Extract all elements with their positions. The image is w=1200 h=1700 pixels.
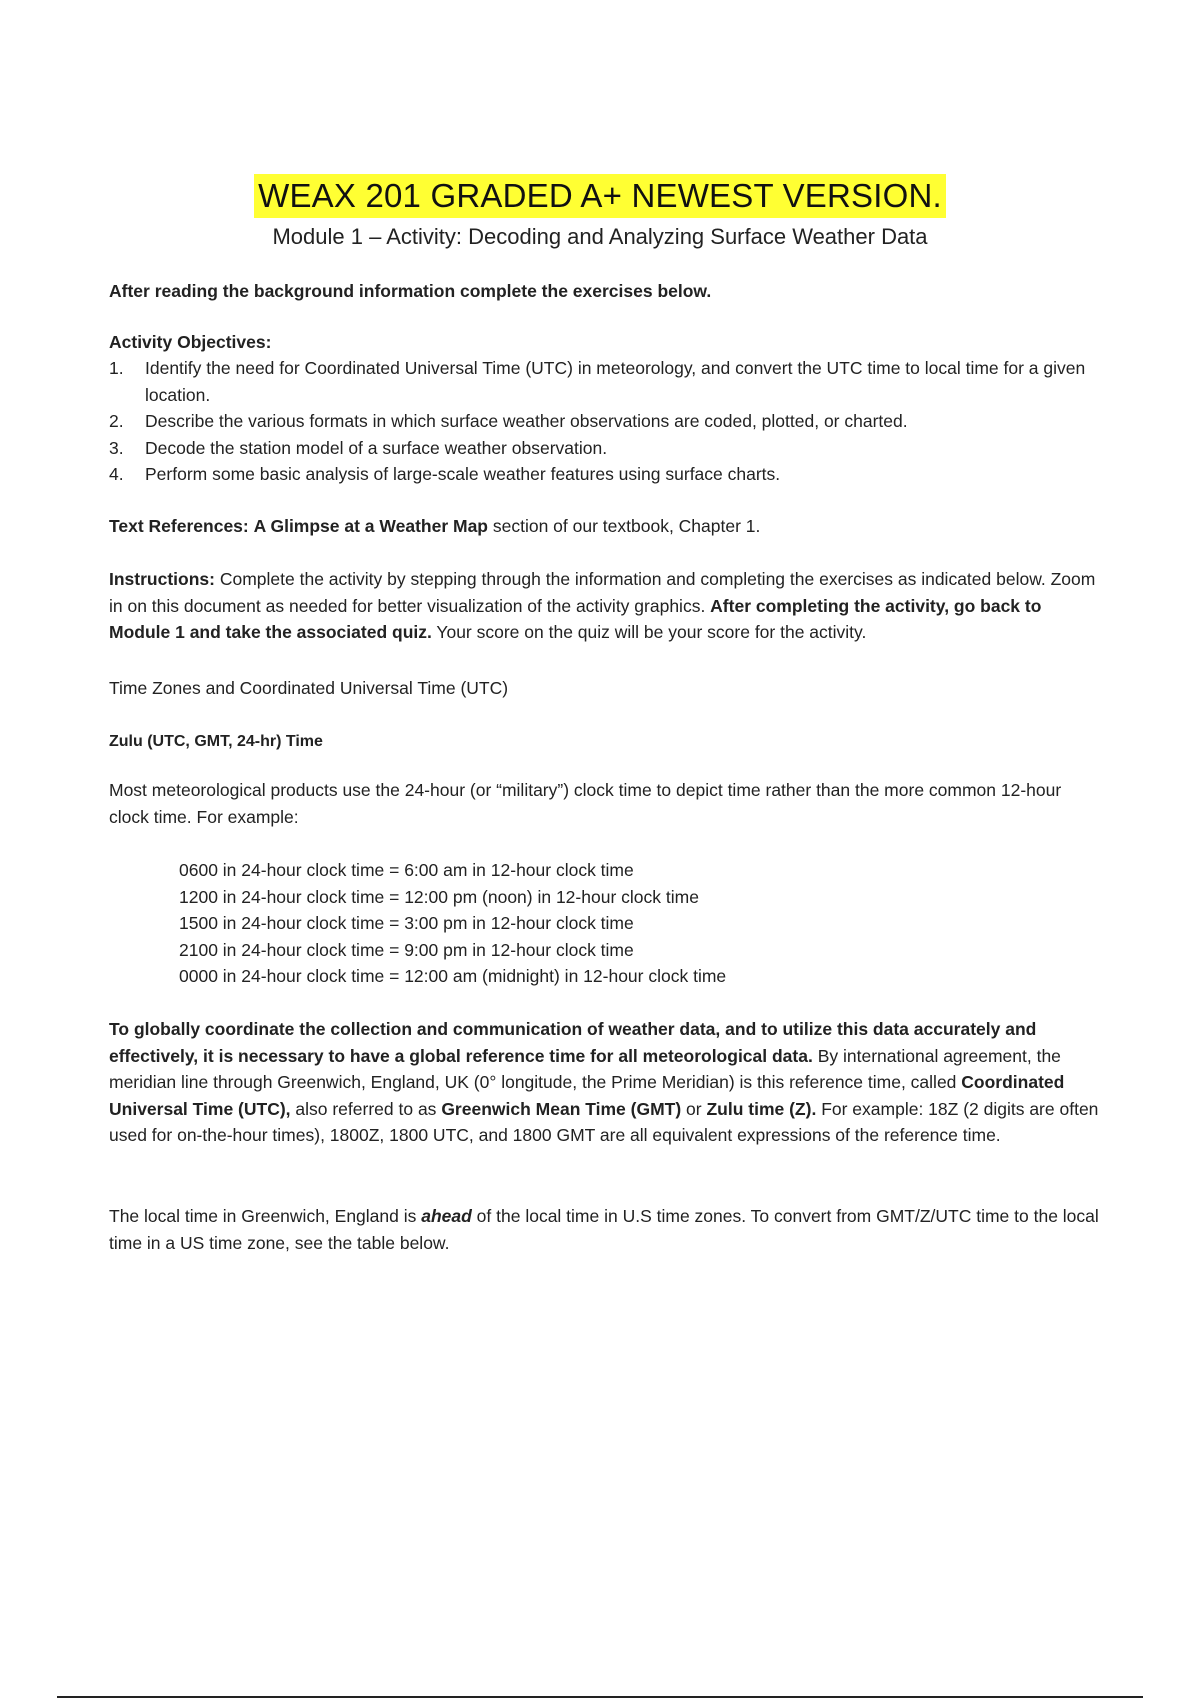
instructions-bold: After completing the activity, go back to Module 1 and take the associated quiz. xyxy=(109,595,1042,642)
list-item xyxy=(109,408,1099,435)
text-references-rest: section of our textbook, Chapter 1. xyxy=(488,516,761,536)
local-time-paragraph xyxy=(109,1203,1099,1256)
objectives-list xyxy=(109,355,1099,488)
military-intro: Most meteorological products use the 24-hour (or “military”) clock time to depict time rather than the more common 12-hour clock time. For example: xyxy=(109,780,1062,827)
intro-text: After reading the background information complete the exercises below. xyxy=(109,281,712,301)
objectives-heading: Activity Objectives: xyxy=(109,332,272,352)
list-item xyxy=(109,435,1099,462)
global-reference-paragraph xyxy=(109,1016,1099,1149)
text-references-label: Text References: xyxy=(109,516,249,536)
local-text-2: of the local time in U.S time zones. To convert from GMT/Z/UTC time to the local time in a US time zone, see the table below. xyxy=(109,1206,1099,1253)
section-zulu-heading: Zulu (UTC, GMT, 24-hr) Time xyxy=(109,733,323,750)
global-text-1: By international agreement, the meridian line through Greenwich, England, UK (0° longitude, the Prime Meridian) is this reference time, called xyxy=(109,1045,1061,1092)
example-line: 2100 in 24-hour clock time = 9:00 pm in 12-hour clock time xyxy=(179,939,634,960)
local-emphasis: ahead xyxy=(421,1206,472,1226)
text-references xyxy=(109,513,1099,540)
list-number: 1. xyxy=(109,358,124,378)
example-line: 1200 in 24-hour clock time = 12:00 pm (noon) in 12-hour clock time xyxy=(179,886,699,907)
text-references-title: A Glimpse at a Weather Map xyxy=(253,516,488,536)
global-text-2: also referred to as xyxy=(290,1098,442,1119)
local-text-1: The local time in Greenwich, England is xyxy=(109,1206,422,1226)
list-number: 4. xyxy=(109,464,124,484)
examples-list xyxy=(179,857,726,990)
section-time-zones: Time Zones and Coordinated Universal Time (UTC) xyxy=(109,678,509,698)
utc-term: Coordinated Universal Time (UTC), xyxy=(109,1072,1065,1119)
global-text-3: or xyxy=(681,1098,707,1119)
list-text: Perform some basic analysis of large-scale weather features using surface charts. xyxy=(145,464,781,484)
example-line: 0000 in 24-hour clock time = 12:00 am (midnight) in 12-hour clock time xyxy=(179,966,727,986)
document-title: WEAX 201 GRADED A+ NEWEST VERSION. xyxy=(254,174,946,218)
global-text-4: For example: 18Z (2 digits are often used for on-the-hour times), 1800Z, 1800 UTC, and 1800 GMT are all equivalent expressions of the reference time. xyxy=(109,1098,1099,1145)
list-number: 2. xyxy=(109,411,124,431)
list-item xyxy=(109,461,1099,488)
example-line: 0600 in 24-hour clock time = 6:00 am in 12-hour clock time xyxy=(179,860,634,880)
list-text: Describe the various formats in which surface weather observations are coded, plotted, or charted. xyxy=(145,411,908,431)
instructions-text: Complete the activity by stepping through the information and completing the exercises as indicated below. Zoom in on this document as needed for better visualization of the activity graphics. xyxy=(109,569,1096,616)
list-number: 3. xyxy=(109,437,124,458)
instructions-paragraph xyxy=(109,566,1099,646)
list-text: Identify the need for Coordinated Universal Time (UTC) in meteorology, and convert the UTC time to local time for a given location. xyxy=(145,358,1086,405)
list-item xyxy=(109,355,1099,408)
document-subtitle: Module 1 – Activity: Decoding and Analyzing Surface Weather Data xyxy=(272,224,928,249)
gmt-term: Greenwich Mean Time (GMT) xyxy=(441,1098,682,1119)
instructions-tail: Your score on the quiz will be your score for the activity. xyxy=(431,622,867,642)
zulu-term: Zulu time (Z). xyxy=(706,1098,817,1119)
title-container xyxy=(0,174,1200,218)
example-line: 1500 in 24-hour clock time = 3:00 pm in 12-hour clock time xyxy=(179,913,634,933)
list-text: Decode the station model of a surface weather observation. xyxy=(145,437,608,458)
page-bottom-rule xyxy=(57,1696,1143,1698)
global-bold-lead: To globally coordinate the collection and communication of weather data, and to utilize this data accurately and effectively, it is necessary to have a global reference time for all meteorological data. xyxy=(109,1019,1037,1066)
instructions-label: Instructions: xyxy=(109,569,215,589)
